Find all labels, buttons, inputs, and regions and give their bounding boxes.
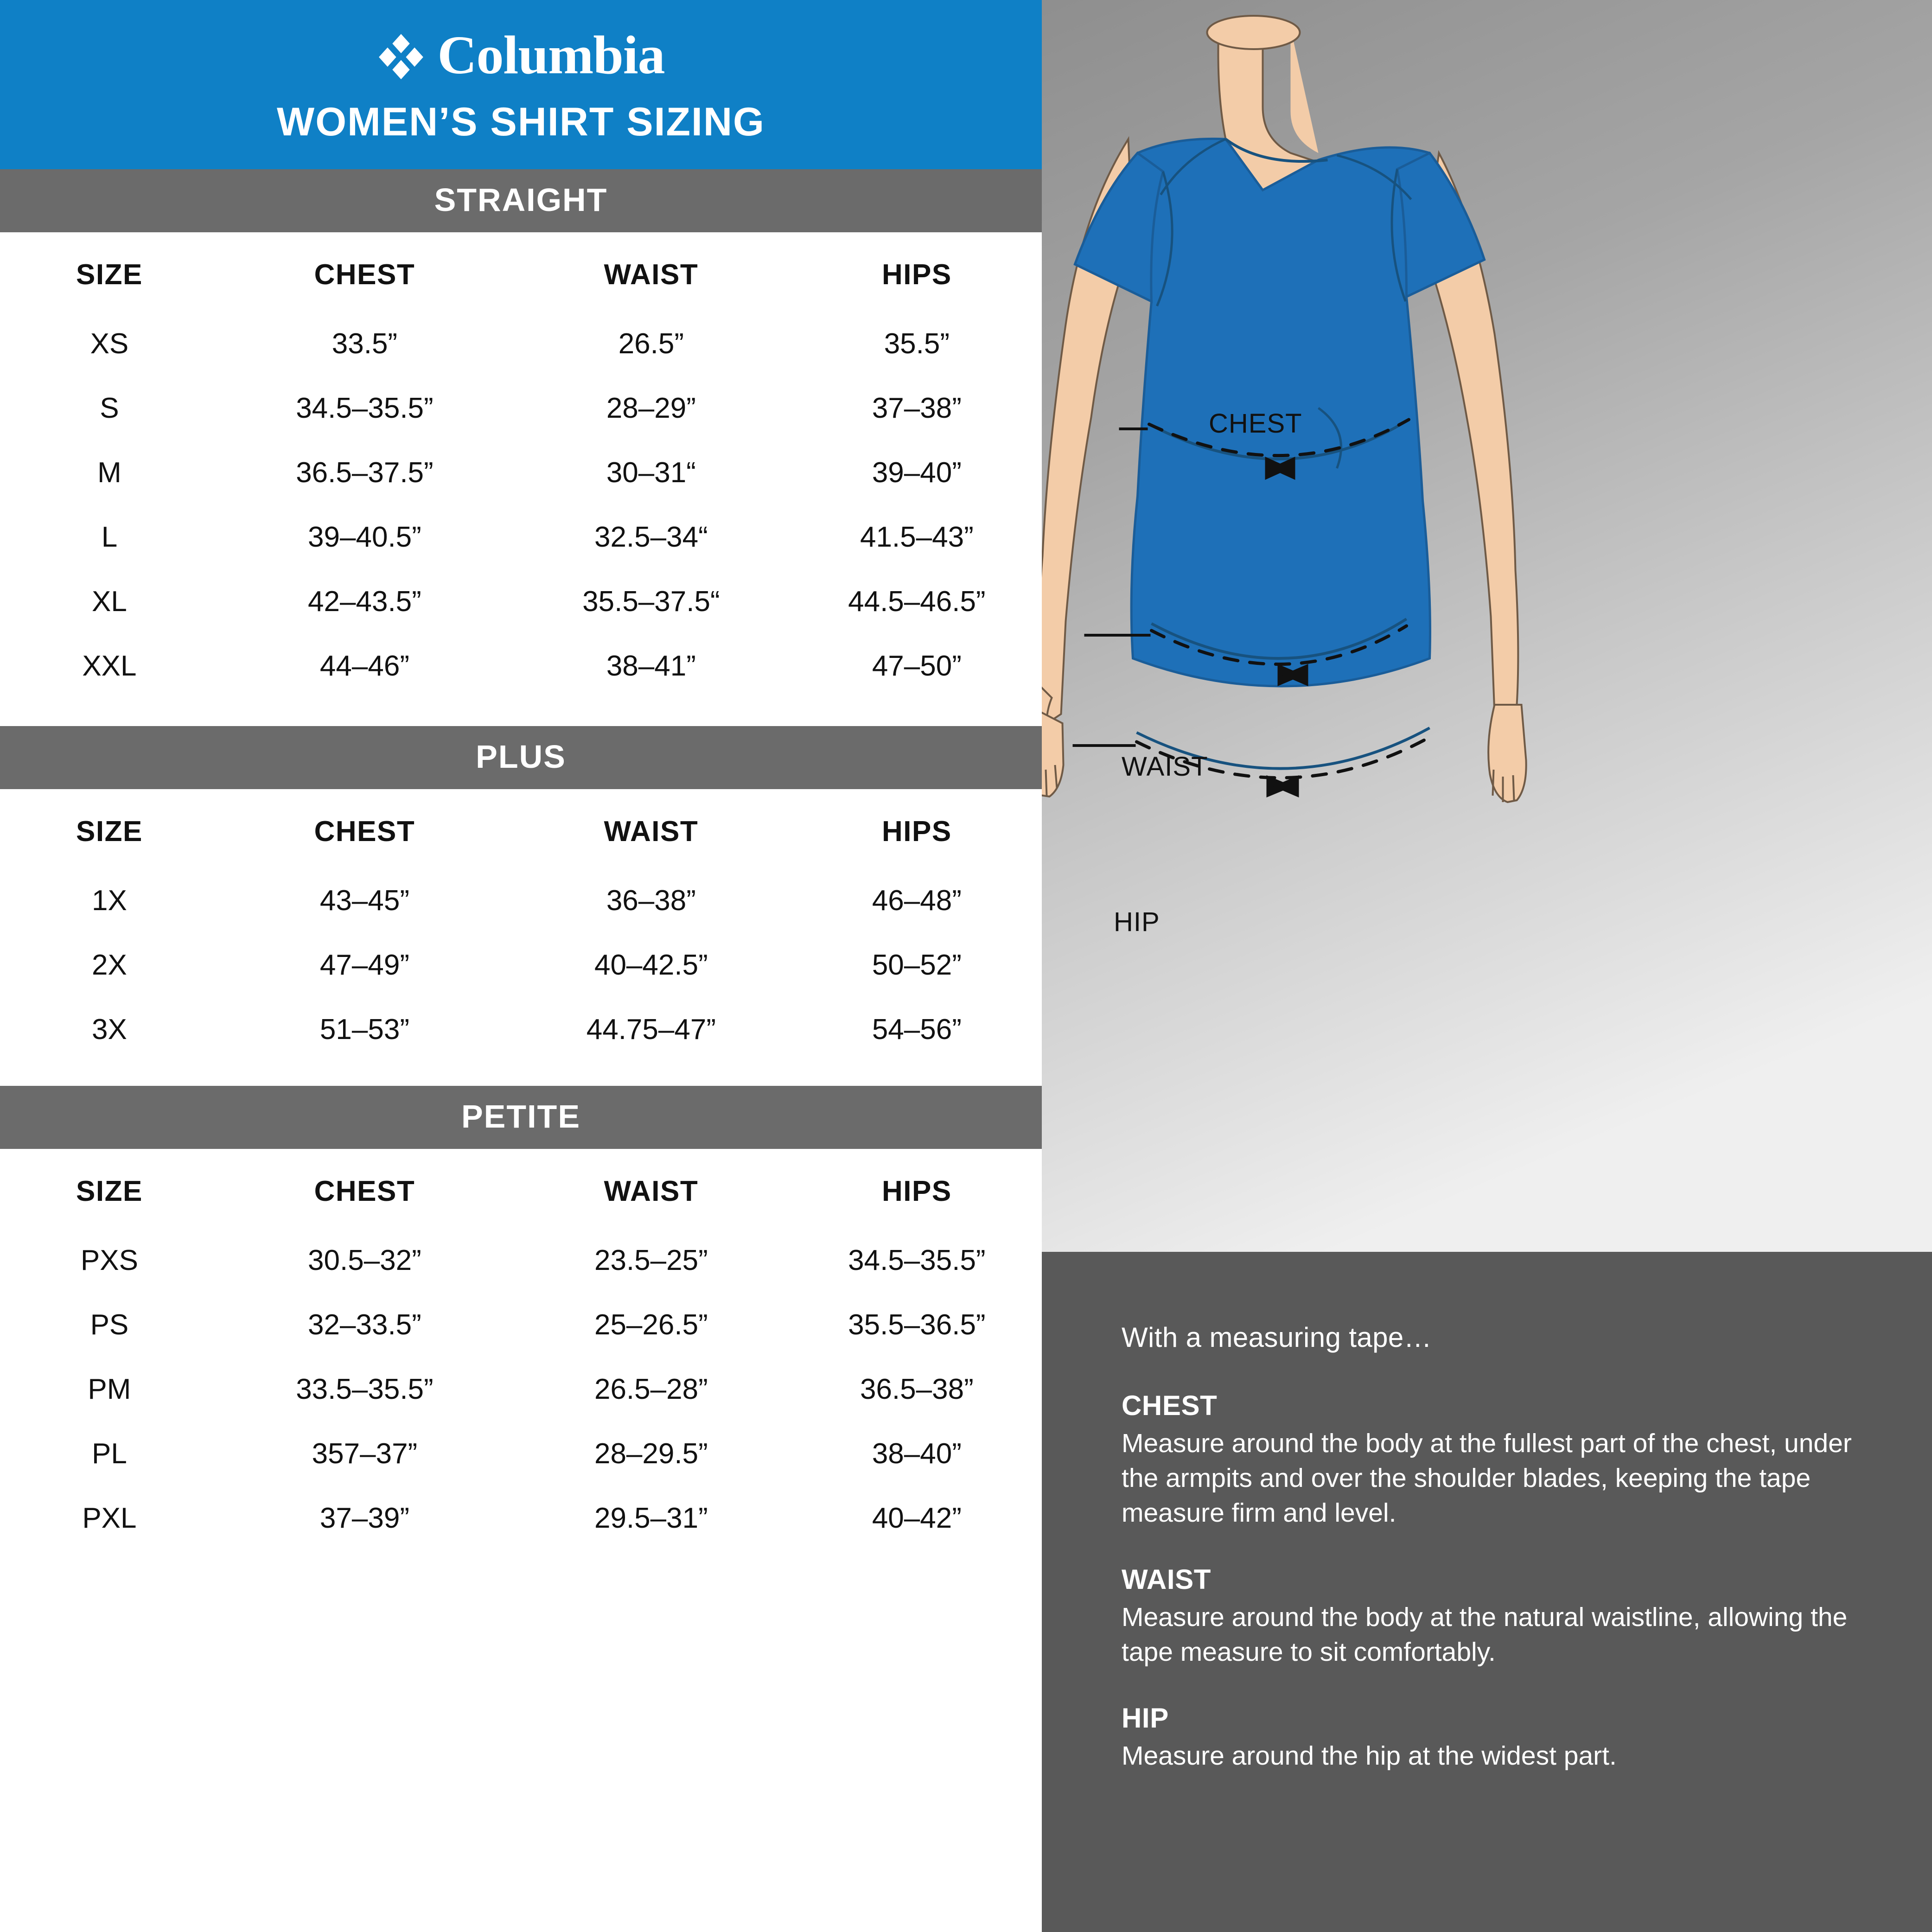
instruction-body: Measure around the body at the fullest part of the chest, under the armpits and over the shoulder blades, keeping the tape measure firm and level. xyxy=(1122,1428,1852,1528)
cell-size: XS xyxy=(90,328,129,360)
cell-hips: 38–40” xyxy=(872,1438,962,1470)
table-row xyxy=(0,1486,1042,1550)
label-hip: HIP xyxy=(1114,907,1160,937)
table-row xyxy=(0,1422,1042,1486)
cell-size: PXS xyxy=(80,1244,138,1276)
col-size: SIZE xyxy=(76,816,143,848)
cell-waist: 38–41” xyxy=(606,650,696,682)
columbia-diamond-logo-icon xyxy=(377,31,425,79)
cell-hips: 41.5–43” xyxy=(860,521,974,553)
table-row xyxy=(0,634,1042,698)
cell-hips: 46–48” xyxy=(872,885,962,917)
table-plus xyxy=(0,789,1042,1062)
cell-hips: 36.5–38” xyxy=(860,1373,974,1405)
cell-waist: 26.5” xyxy=(618,328,684,360)
table-row xyxy=(0,933,1042,997)
cell-chest: 357–37” xyxy=(312,1438,418,1470)
cell-hips: 35.5” xyxy=(884,328,950,360)
cell-hips: 54–56” xyxy=(872,1014,962,1046)
table-row xyxy=(0,440,1042,505)
instruction-heading: HIP xyxy=(1122,1702,1169,1734)
cell-chest: 51–53” xyxy=(319,1014,409,1046)
chart-title: WOMEN’S SHIRT SIZING xyxy=(277,100,765,144)
cell-size: 3X xyxy=(92,1014,127,1046)
instruction-waist xyxy=(1122,1563,1853,1670)
spacer xyxy=(0,1062,1042,1086)
cell-size: S xyxy=(100,392,119,424)
cell-waist: 35.5–37.5“ xyxy=(582,586,720,618)
cell-waist: 30–31“ xyxy=(606,457,696,489)
col-chest: CHEST xyxy=(314,816,415,848)
col-hips: HIPS xyxy=(881,259,952,291)
table-straight xyxy=(0,232,1042,698)
col-size: SIZE xyxy=(76,1175,143,1207)
cell-chest: 39–40.5” xyxy=(308,521,421,553)
cell-hips: 37–38” xyxy=(872,392,962,424)
col-size: SIZE xyxy=(76,259,143,291)
table-row xyxy=(0,569,1042,634)
cell-chest: 34.5–35.5” xyxy=(296,392,434,424)
table-row xyxy=(0,505,1042,569)
instruction-hip xyxy=(1122,1702,1853,1773)
cell-chest: 43–45” xyxy=(319,885,409,917)
instruction-heading: WAIST xyxy=(1122,1563,1211,1595)
cell-size: 2X xyxy=(92,949,127,981)
cell-chest: 47–49” xyxy=(319,949,409,981)
cell-size: PL xyxy=(92,1438,127,1470)
section-header-petite: PETITE xyxy=(0,1086,1042,1149)
figure-graphic xyxy=(1042,0,1932,1252)
instruction-heading: CHEST xyxy=(1122,1390,1218,1421)
table-row xyxy=(0,1293,1042,1357)
cell-hips: 35.5–36.5” xyxy=(848,1309,986,1341)
instruction-chest xyxy=(1122,1390,1853,1531)
cell-chest: 36.5–37.5” xyxy=(296,457,434,489)
cell-waist: 28–29” xyxy=(606,392,696,424)
table-row xyxy=(0,997,1042,1062)
cell-size: L xyxy=(101,521,118,553)
table-row xyxy=(0,312,1042,376)
col-hips: HIPS xyxy=(881,1175,952,1207)
table-row xyxy=(0,376,1042,440)
table-row xyxy=(0,868,1042,933)
col-chest: CHEST xyxy=(314,259,415,291)
instructions-intro: With a measuring tape… xyxy=(1122,1322,1432,1353)
table-petite xyxy=(0,1149,1042,1550)
cell-waist: 25–26.5” xyxy=(594,1309,708,1341)
panel-filler xyxy=(0,1550,1042,1932)
cell-chest: 44–46” xyxy=(319,650,409,682)
table-row xyxy=(0,1357,1042,1422)
cell-size: PM xyxy=(88,1373,131,1405)
table-header-row xyxy=(0,789,1042,868)
cell-chest: 30.5–32” xyxy=(308,1244,421,1276)
cell-hips: 34.5–35.5” xyxy=(848,1244,986,1276)
cell-size: XXL xyxy=(82,650,137,682)
col-waist: WAIST xyxy=(604,1175,699,1207)
section-header-plus: PLUS xyxy=(0,726,1042,789)
measurement-illustration xyxy=(1042,0,1932,1252)
cell-size: XL xyxy=(92,586,127,618)
section-header-straight: STRAIGHT xyxy=(0,169,1042,232)
label-chest: CHEST xyxy=(1209,408,1302,439)
cell-chest: 32–33.5” xyxy=(308,1309,421,1341)
measuring-instructions xyxy=(1042,1252,1932,1932)
instruction-body: Measure around the hip at the widest part. xyxy=(1122,1741,1617,1771)
table-header-row xyxy=(0,1149,1042,1228)
cell-size: PS xyxy=(90,1309,129,1341)
col-hips: HIPS xyxy=(881,816,952,848)
cell-waist: 44.75–47” xyxy=(586,1014,716,1046)
label-waist: WAIST xyxy=(1122,752,1208,782)
cell-size: 1X xyxy=(92,885,127,917)
cell-size: M xyxy=(97,457,121,489)
cell-waist: 23.5–25” xyxy=(594,1244,708,1276)
cell-hips: 40–42” xyxy=(872,1502,962,1534)
cell-hips: 44.5–46.5” xyxy=(848,586,986,618)
cell-hips: 47–50” xyxy=(872,650,962,682)
cell-waist: 26.5–28” xyxy=(594,1373,708,1405)
cell-waist: 36–38” xyxy=(606,885,696,917)
cell-hips: 50–52” xyxy=(872,949,962,981)
cell-size: PXL xyxy=(82,1502,137,1534)
col-waist: WAIST xyxy=(604,259,699,291)
cell-waist: 40–42.5” xyxy=(594,949,708,981)
col-chest: CHEST xyxy=(314,1175,415,1207)
cell-chest: 37–39” xyxy=(319,1502,409,1534)
cell-chest: 33.5–35.5” xyxy=(296,1373,434,1405)
cell-chest: 33.5” xyxy=(332,328,398,360)
instruction-body: Measure around the body at the natural waistline, allowing the tape measure to sit comfortably. xyxy=(1122,1602,1848,1667)
brand-name: Columbia xyxy=(437,25,665,85)
cell-chest: 42–43.5” xyxy=(308,586,421,618)
table-header-row xyxy=(0,232,1042,312)
cell-waist: 28–29.5” xyxy=(594,1438,708,1470)
cell-waist: 32.5–34“ xyxy=(594,521,708,553)
spacer xyxy=(0,698,1042,726)
brand-header xyxy=(0,0,1042,169)
table-row xyxy=(0,1228,1042,1293)
col-waist: WAIST xyxy=(604,816,699,848)
cell-hips: 39–40” xyxy=(872,457,962,489)
cell-waist: 29.5–31” xyxy=(594,1502,708,1534)
